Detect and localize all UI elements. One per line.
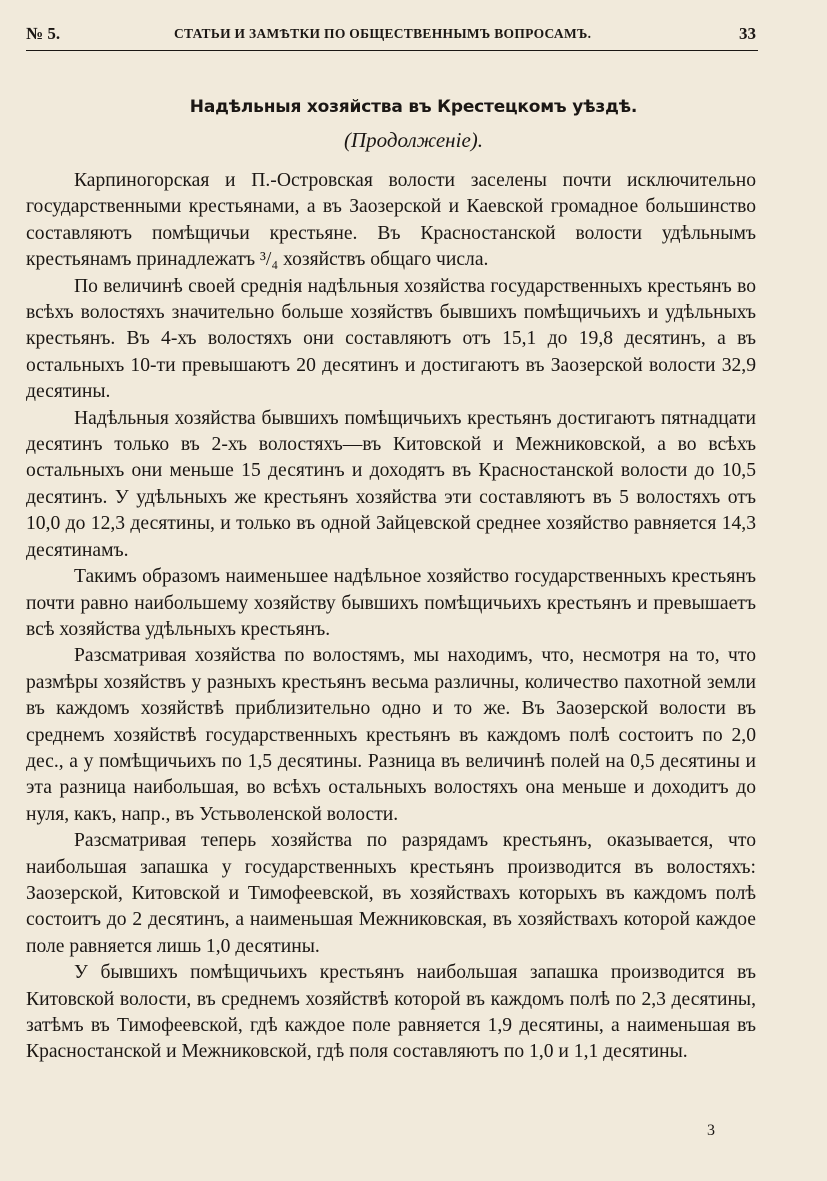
page-number: 33	[739, 24, 756, 43]
paragraph: Карпиногорская и П.-Островская волости заселены почти исключительно государственными крестьянами, а въ Заозерской и Каевской громадное большинство составляютъ помѣщичьи крестьяне. Въ Красностанской волости удѣльнымъ крестьянамъ принадлежатъ ³/₄ хозяйствъ общаго числа.	[26, 170, 756, 271]
section-title: СТАТЬИ И ЗАМѢТКИ ПО ОБЩЕСТВЕННЫМЪ ВОПРОСАМЪ.	[174, 26, 592, 41]
paragraph: Надѣльныя хозяйства бывшихъ помѣщичьихъ крестьянъ достигаютъ пятнадцати десятинъ только въ 2-хъ волостяхъ—въ Китовской и Межниковской, а во всѣхъ остальныхъ они меньше 15 десятинъ и доходятъ въ Красностанской волости до 10,5 десятинъ. У удѣльныхъ же крестьянъ хозяйства эти составляютъ въ 5 волостяхъ отъ 10,0 до 12,3 десятины, и только въ одной Зайцевской среднее хозяйство равняется 14,3 десятинамъ.	[26, 407, 756, 561]
signature-mark: 3	[707, 1122, 715, 1139]
running-header	[26, 20, 758, 51]
paragraph: У бывшихъ помѣщичьихъ крестьянъ наибольшая запашка производится въ Китовской волости, въ среднемъ хозяйствѣ которой въ каждомъ полѣ по 2,3 десятины, затѣмъ въ Тимофеевской, гдѣ каждое поле равняется 1,9 десятины, а наименьшая въ Красностанской и Межниковской, гдѣ поля составляютъ по 1,0 и 1,1 десятины.	[26, 962, 756, 1063]
paragraph: Разсматривая хозяйства по волостямъ, мы находимъ, что, несмотря на то, что размѣры хозяйствъ у разныхъ крестьянъ весьма различны, количество пахотной земли въ каждомъ хозяйствѣ приблизительно одно и то же. Въ Заозерской волости въ среднемъ хозяйствѣ государственныхъ крестьянъ въ каждомъ полѣ состоитъ по 2,0 дес., а у помѣщичьихъ по 1,5 десятины. Разница въ величинѣ полей на 0,5 десятины и эта разница наибольшая, во всѣхъ остальныхъ волостяхъ она меньше и доходитъ до нуля, какъ, напр., въ Устьволенской волости.	[26, 645, 756, 825]
paragraph: Разсматривая теперь хозяйства по разрядамъ крестьянъ, оказывается, что наибольшая запашка у государственныхъ крестьянъ производится въ волостяхъ: Заозерской, Китовской и Тимофеевской, въ хозяйствахъ которыхъ въ каждомъ полѣ состоитъ до 2 десятинъ, а наименьшая Межниковская, въ хозяйствахъ которой каждое поле равняется лишь 1,0 десятины.	[26, 830, 756, 957]
issue-number: № 5.	[26, 24, 61, 43]
paragraph: По величинѣ своей среднія надѣльныя хозяйства государственныхъ крестьянъ во всѣхъ волостяхъ значительно больше хозяйствъ бывшихъ помѣщичьихъ и удѣльныхъ крестьянъ. Въ 4-хъ волостяхъ они составляютъ отъ 15,1 до 19,8 десятинъ, а въ остальныхъ 10-ти превышаютъ 20 десятинъ и достигаютъ въ Заозерской волости 32,9 десятины.	[26, 275, 756, 403]
article-title: Надѣльныя хозяйства въ Крестецкомъ уѣздѣ.	[189, 97, 638, 117]
article-body	[26, 168, 756, 1066]
article-subtitle: (Продолженіе).	[343, 128, 484, 152]
paragraph: Такимъ образомъ наименьшее надѣльное хозяйство государственныхъ крестьянъ почти равно наибольшему хозяйству бывшихъ помѣщичьихъ крестьянъ и превышаетъ всѣ хозяйства удѣльныхъ крестьянъ.	[26, 566, 756, 640]
